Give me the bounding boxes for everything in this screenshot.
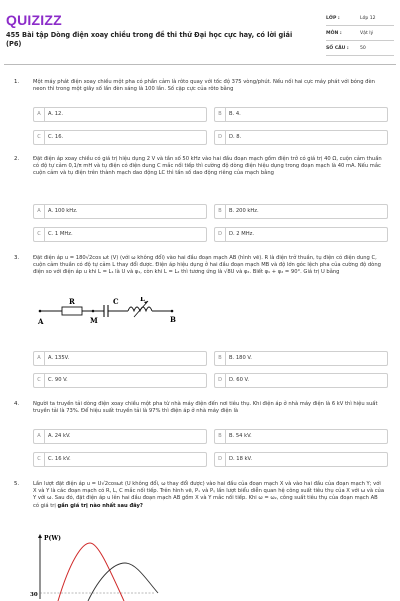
option-text: C. 90 V. [48,377,68,383]
meta-class-value: Lớp 12 [360,16,376,21]
option-text: C. 16 kV. [48,456,71,462]
option-a[interactable] [33,204,207,219]
option-letter: D [215,453,226,466]
y-axis-arrow [38,534,42,538]
option-text: C. 1 MHz. [48,231,73,237]
meta-count-value: 50 [360,46,366,51]
option-letter: B [215,352,226,365]
node-m [92,310,95,313]
option-letter: B [215,108,226,121]
header-divider [4,64,396,65]
question-text-bold: gần giá trị nào nhất sau đây? [57,502,143,509]
question-text: Người ta truyền tải dòng điện xoay chiều một pha từ nhà máy điện đến nơi tiêu thụ. Khi điện áp ở nhà máy điện là 6 kV thì hiệu suất truyền tải là 73%. Để hiệu suất truyền tải là 97% thì điện áp ở nhà máy điện là [33,401,378,415]
option-a[interactable] [33,351,207,366]
option-letter: C [34,374,45,387]
option-letter: B [215,430,226,443]
y-tick-30: 30 [30,592,38,598]
option-d[interactable] [214,452,388,467]
question-text-plain: Lần lượt đặt điện áp u = U√2cosωt (U không đổi, ω thay đổi được) vào hai đầu của đoạn mạch X và vào hai đầu của đoạn mạch Y; với X và Y là các đoạn mạch có R, L, C mắc nối tiếp. Trên hình vẽ, Pₓ và Pᵧ lần lượt biểu diễn quan hệ công suất tiêu thụ của X với ω và của Y với ω. Sau đó, đặt điện áp u lên hai đầu đoạn mạch AB gồm X và Y mắc nối tiếp. Khi ω = ω₂, công suất tiêu thụ của đoạn mạch AB có giá trị [33,481,385,509]
divider [326,25,394,26]
option-text: D. 60 V. [229,377,250,383]
option-text: D. 2 MHz. [229,231,254,237]
option-d[interactable] [214,373,388,388]
question-number: 5. [14,481,20,487]
label-r: R [69,297,75,306]
option-d[interactable] [214,130,388,145]
option-a[interactable] [33,107,207,122]
question-number: 4. [14,401,20,407]
option-letter: C [34,131,45,144]
question-number: 3. [14,255,20,261]
option-text: B. 54 kV. [229,433,252,439]
option-d[interactable] [214,227,388,242]
option-text: D. 18 kV. [229,456,253,462]
option-letter: A [34,205,45,218]
question-text: Đặt điện áp xoay chiều có giá trị hiệu dụng 2 V và tần số 50 kHz vào hai đầu đoạn mạch gồm điện trở có giá trị 40 Ω, cuộn cảm thuần có độ tự cảm 0,1/π mH và tụ điện có điện dung C mắc nối tiếp thì cường độ dòng điện hiệu dụng trong đoạn mạch là 40 mA. Nếu mắc cuộn cảm và tụ điện trên thành mạch dao động LC thì tần số dao động riêng của mạch bằng [33,156,382,177]
label-m: M [90,316,98,325]
divider [326,40,394,41]
option-letter: A [34,108,45,121]
series-py-curve [88,563,158,601]
label-c: C [113,297,119,306]
option-letter: D [215,374,226,387]
header [0,0,400,62]
option-b[interactable] [214,351,388,366]
option-c[interactable] [33,227,207,242]
option-b[interactable] [214,429,388,444]
option-c[interactable] [33,130,207,145]
option-text: A. 100 kHz. [48,208,78,214]
divider [326,55,394,56]
option-text: B. 4. [229,111,241,117]
option-b[interactable] [214,204,388,219]
option-letter: A [34,352,45,365]
option-text: B. 180 V. [229,355,252,361]
power-chart [30,531,160,601]
circuit-diagram [36,297,186,329]
option-letter: D [215,228,226,241]
option-text: A. 24 kV. [48,433,71,439]
option-text: A. 12. [48,111,64,117]
option-text: D. 8. [229,134,242,140]
meta-count-key: SỐ CÂU : [326,46,349,51]
option-text: C. 16. [48,134,64,140]
worksheet-title: 455 Bài tập Dòng điện xoay chiều trong đề thi thử Đại học cực hay, có lời giải (P6) [6,31,293,48]
option-text: A. 135V. [48,355,70,361]
option-letter: B [215,205,226,218]
label-a: A [38,317,44,326]
option-letter: D [215,131,226,144]
meta-subject-key: MÔN : [326,31,342,36]
label-b: B [170,315,176,324]
series-px-curve [58,543,124,601]
option-c[interactable] [33,373,207,388]
option-letter: A [34,430,45,443]
option-b[interactable] [214,107,388,122]
y-axis-label: P(W) [44,535,61,542]
question-number: 2. [14,156,20,162]
quizizz-logo[interactable]: QUIZIZZ [6,12,62,28]
meta-class-key: LỚP : [326,16,340,21]
option-letter: C [34,228,45,241]
question-text: Đặt điện áp u = 180√2cos ωt (V) (với ω không đổi) vào hai đầu đoạn mạch AB (hình vẽ). R là điện trở thuần, tụ điện có điện dung C, cuộn cảm thuần có độ tự cảm L thay đổi được. Điện áp hiệu dụng ở hai đầu đoạn mạch MB và độ lớn góc lệch pha của cường độ dòng điện so với điện áp u khi L = L₁ là U và φ₁, còn khi L = L₂ thì tương ứng là √8U và φ₂. Biết φ₁ + φ₂ = 90°. Giá trị U bằng [33,255,381,276]
question-number: 1. [14,79,20,85]
question-text [33,481,385,510]
option-c[interactable] [33,452,207,467]
option-a[interactable] [33,429,207,444]
meta-subject-value: Vật lý [360,31,374,36]
option-text: B. 200 kHz. [229,208,259,214]
label-l: L [140,297,145,303]
resistor-symbol [62,307,82,315]
question-text: Một máy phát điện xoay chiều một pha có phần cảm là rôto quay với tốc độ 375 vòng/phút. Nếu nối hai cực máy phát với bóng đèn neon thì trong một giây số lần đèn sáng là 100 lần. Số cặp cực của rôto bằng [33,79,375,93]
option-letter: C [34,453,45,466]
